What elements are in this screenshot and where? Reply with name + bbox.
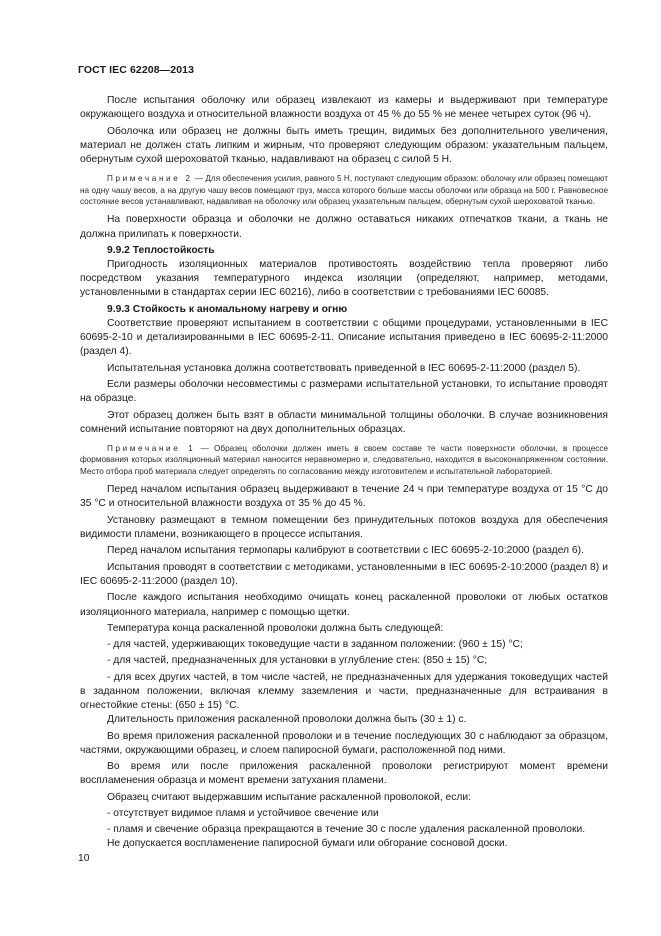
- paragraph: Температура конца раскаленной проволоки должна быть следующей:: [107, 623, 444, 635]
- document-header: ГОСТ IEC 62208—2013: [78, 64, 195, 76]
- paragraph: На поверхности образца и оболочки не должно оставаться никаких отпечатков ткани, а ткань не должна прилипать к поверхности.: [80, 214, 608, 240]
- note-text: — Образец оболочки должен иметь в своем составе те части поверхности оболочки, в процессе формования которых изоляционный материал наносится неравномерно и, следовательно, находится в высоконапряженном состоянии. Место отбора проб материала следует определять по согласованию между изготовителем и испытательной лабораторией.: [80, 444, 609, 476]
- paragraph: Этот образец должен быть взят в области минимальной толщины оболочки. В случае возникновения сомнений испытание повторяют на двух дополнительных образцах.: [80, 409, 608, 435]
- list-item: - пламя и свечение образца прекращаются в течение 30 с после удаления раскаленной проволоки.: [107, 824, 586, 836]
- paragraph: Оболочка или образец не должны быть иметь трещин, видимых без дополнительного увеличения, материал не должен стать липким и жирным, что проверяют следующим образом: указательным пальцем, обернутым сухой шероховатой тканью, надавливают на образец с силой 5 Н.: [80, 125, 608, 165]
- list-item: - для частей, удерживающих токоведущие части в заданном положении: (960 ± 15) °С;: [107, 639, 523, 651]
- section-heading-9-9-2: 9.9.2 Теплостойкость: [107, 244, 215, 256]
- page-number: 10: [78, 853, 90, 864]
- paragraph: Соответствие проверяют испытанием в соответствии с общими процедурами, установленными в IEC 60695-2-10 и детализированными в IEC 60695-2-11. Описание испытания приведено в IEC 60695-2-11:2000 (раздел 4).: [80, 317, 608, 358]
- list-item: - отсутствует видимое пламя и устойчивое свечение или: [107, 808, 379, 820]
- paragraph: Образец считают выдержавшим испытание раскаленной проволокой, если:: [107, 791, 472, 803]
- note-1: [80, 443, 608, 477]
- paragraph: Испытания проводят в соответствии с методиками, установленными в IEC 60695-2-10:2000 (раздел 8) и IEC 60695-2-11:2000 (раздел 10).: [80, 561, 608, 588]
- paragraph: Во время или после приложения раскаленной проволоки регистрируют момент времени воспламенения образца и момент времени затухания пламени.: [80, 761, 608, 787]
- note-text: — Для обеспечения усилия, равного 5 Н, поступают следующим образом: оболочку или образец помещают на одну чашу весов, а на другую чашу весов помещают груз, масса которого больше массы оболочки или образца на 500 г. Равновесное состояние весов устанавливают, надавливая на оболочку или образец указательным пальцем, обернутым сухой шероховатой тканью.: [80, 174, 608, 207]
- list-item: - для частей, предназначенных для установки в углубление стен: (850 ± 15) °С;: [107, 655, 488, 667]
- note-2: [80, 173, 608, 207]
- note-label: Примечание 2: [107, 174, 193, 184]
- paragraph: Если размеры оболочки несовместимы с размерами испытательной установки, то испытание проводят на образце.: [80, 379, 608, 405]
- paragraph: Не допускается воспламенение папиросной бумаги или обгорание сосновой доски.: [107, 838, 508, 850]
- paragraph: Испытательная установка должна соответствовать приведенной в IEC 60695-2-11:2000 (раздел 5).: [107, 362, 581, 374]
- list-item: - для всех других частей, в том числе частей, не предназначенных для удержания токоведущих частей в заданном положении, включая клемму заземления и части, предназначенные для встраивания в огнестойкие стены: (650 ± 15) °С.: [80, 671, 608, 712]
- note-label: Примечание 1: [107, 444, 196, 454]
- paragraph: После испытания оболочку или образец извлекают из камеры и выдерживают при температуре окружающего воздуха и относительной влажности воздуха от 45 % до 55 % не менее четырех суток (96 ч).: [80, 95, 608, 121]
- section-heading-9-9-3: 9.9.3 Стойкость к аномальному нагреву и огню: [107, 303, 348, 315]
- paragraph: Длительность приложения раскаленной проволоки должна быть (30 ± 1) с.: [107, 714, 467, 726]
- paragraph: Установку размещают в темном помещении без принудительных потоков воздуха для обеспечения видимости пламени, возникающего в процессе испытания.: [80, 514, 608, 541]
- paragraph: Перед началом испытания образец выдерживают в течение 24 ч при температуре воздуха от 15 °С до 35 °С и относительной влажности воздуха от 35 % до 45 %.: [80, 484, 608, 510]
- paragraph: Пригодность изоляционных материалов противостоять воздействию тепла проверяют либо посредством указания температурного индекса изоляции (определяют, например, методами, установленными в стандартах серии IEC 60216), либо в соответствии с требованиями IEC 60085.: [80, 259, 608, 299]
- paragraph: Перед началом испытания термопары калибруют в соответствии с IEC 60695-2-10:2000 (раздел 6).: [107, 545, 584, 557]
- document-body: [80, 94, 608, 852]
- paragraph: Во время приложения раскаленной проволоки и в течение последующих 30 с наблюдают за образцом, частями, окружающими образец, и слоем папиросной бумаги, расположенной под ними.: [80, 730, 608, 756]
- paragraph: После каждого испытания необходимо очищать конец раскаленной проволоки от любых остатков изоляционного материала, например с помощью щетки.: [80, 592, 608, 618]
